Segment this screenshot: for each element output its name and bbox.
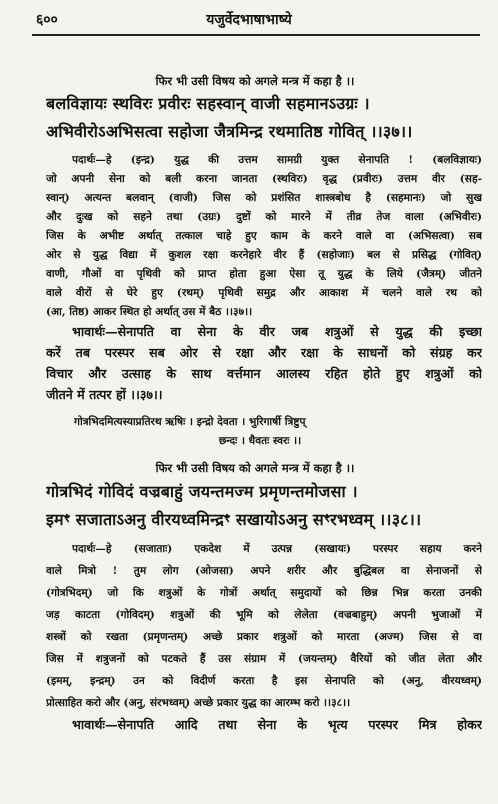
page-number: ६०० [36,12,58,28]
padartha-37-line: जो अपनी सेना को बली करना जानता (स्थविरः) वृद्ध (प्रवीरः) उत्तम वीर (सह- [46,173,482,185]
mantra-38-intro: फिर भी उसी विषय को अगले मन्त्र में कहा है ।। [155,461,355,475]
mantra-37-intro: फिर भी उसी विषय को अगले मन्त्र में कहा है ।। [155,74,355,88]
mantra-37-line-1: बलविज्ञायः स्थविरः प्रवीरः सहस्वान् वाजी सहमानऽउग्रः । [46,94,370,113]
padartha-37-line: स्वान्) अत्यन्त बलवान् (वाजी) जिस को प्रशंसित शास्त्रबोध है (सहमानः) जो सुख [46,192,482,204]
padartha-38-line: शस्त्रों को रखता (प्रमृणन्तम्) अच्छे प्रकार शत्रुओं को मारता (अज्म) जिस से वा [46,631,482,643]
padartha-38-line: (गोत्रभिदम्) जो कि शत्रुओं के गोत्रों अर्थात् समुदायों को छिन्न भिन्न करता उनकी [46,587,482,599]
padartha-38-line: वाले मित्रो ! तुम लोग (ओजसा) अपने शरीर और बुद्धिबल वा सेनाजनों से [46,565,482,577]
padartha-37-line: और दुःख को सहने तथा (उग्रः) दुष्टों को मारने में तीव्र तेज वाला (अभिवीरः) [46,211,482,223]
bhavartha-37-line: जीतने में तत्पर हों ।।३७।। [46,387,163,402]
padartha-38-line: प्रोत्साहित करो और (अनु, संरभध्वम्) अच्छे प्रकार युद्ध का आरम्भ करो ।।३८।। [46,697,351,709]
padartha-37-line: ओर से युद्ध विद्या में कुशल रक्षा करनेहारे वीर हैं (सहोजाः) बल से प्रसिद्ध (गोवित्) [46,249,482,261]
padartha-38-line: जड़ काटता (गोविदम्) शत्रुओं की भूमि को लेलेता (वज्रबाहुम्) अपनी भुजाओं में [46,609,482,621]
padartha-38-line: (इमम्, इन्द्रम्) उन को विदीर्ण करता है इस सेनापति को (अनु, वीरयध्वम्) [46,675,482,687]
padartha-37-line: जिस के अभीष्ट अर्थात् तत्काल चाहे हुए काम के करने वाले वा (अभिसत्वा) सब [46,230,482,242]
padartha-37-line: वाणी, गौओं वा पृथिवी को प्राप्त होता हुआ ऐसा तू युद्ध के लिये (जैत्रम्) जीतने [46,268,482,280]
mantra-38-line-1: गोत्रभिदं गोविदं वज्रबाहुं जयन्तमज्म प्रमृणन्तमोजसा । [46,482,358,501]
bhavartha-37-line: करें तब परस्पर सब ओर से रक्षा और रक्षा के साधनों को संग्रह कर [46,345,482,360]
bhavartha-37-line: भावार्थः—सेनापति वा सेना के वीर जब शत्रुओं से युद्ध की इच्छा [72,324,482,339]
padartha-38-line: पदार्थः—हे (सजाताः) एकदेश में उत्पन्न (सखायः) परस्पर सहाय करने [72,543,482,555]
running-title: यजुर्वेदभाषाभाष्ये [206,12,292,28]
padartha-38-line: जिस में शत्रुजनों को पटकते हैं उस संग्राम में (जयन्तम्) वैरियों को जीत लेता और [46,653,482,665]
mantra-38-rishi-devata: गोत्रभिदमित्यस्याप्रतिरथ ऋषिः । इन्द्रो देवता । भुरिगार्षी त्रिष्टुप् [74,416,306,428]
mantra-37-line-2: अभिवीरोऽअभिसत्वा सहोजा जैत्रमिन्द्र रथमातिष्ठ गोवित् ।।३७।। [46,122,413,141]
bhavartha-37-line: विचार और उत्साह के साथ वर्त्तमान आलस्य रहित होते हुए शत्रुओं को [46,366,482,381]
bhavartha-38-line: भावार्थः—सेनापति आदि तथा सेना के भृत्य परस्पर मित्र होकर [72,717,482,732]
padartha-37-line: (आ, तिष्ठ) आकर स्थित हो अर्थात् उस में बैठ ।।३७।। [46,306,253,318]
header-rule [32,34,480,36]
padartha-37-line: वाले वीरों से घेरे हुए (रथम्) पृथिवी समुद्र और आकाश में चलने वाले रथ को [46,287,482,299]
mantra-38-line-2: इमꣳ सजाताऽअनु वीरयध्वमिन्द्रꣳ सखायोऽअनु सꣳरभध्वम् ।।३८।। [46,510,422,529]
padartha-37-line: पदार्थः—हे (इन्द्र) युद्ध की उत्तम सामग्री युक्त सेनापति ! (बलविज्ञायः) [72,154,482,166]
page-header [0,4,498,34]
mantra-38-chhanda-svara: छन्दः । धैवतः स्वरः ।। [218,435,302,447]
